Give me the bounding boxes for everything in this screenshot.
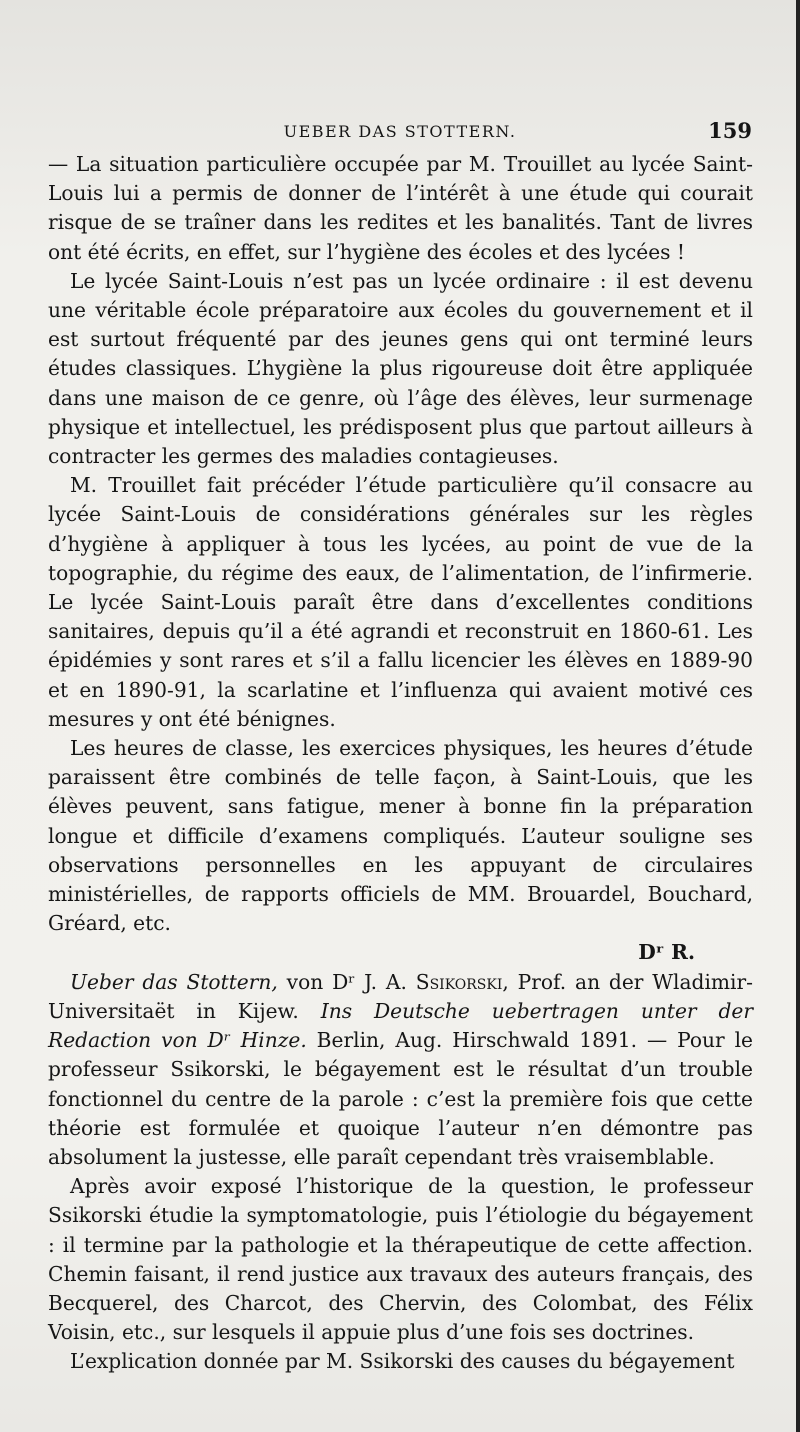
page-header [48,118,752,144]
review-signature: Dʳ R. [638,940,695,965]
running-title: UEBER DAS STOTTERN. [283,122,517,141]
book-title: Ueber das Stottern, [70,969,278,994]
paragraph-lycee-saint-louis: Le lycée Saint-Louis n’est pas un lycée ordinaire : il est devenu une véritable école préparatoire aux écoles du gouvernement et il est surtout fréquenté par des jeunes gens qui ont terminé leurs études classiques. L’hygiène la plus rigoureuse doit être appliquée dans une maison de ce genre, où l’âge des élèves, leur surmenage physique et intellectuel, les prédisposent plus que partout ailleurs à contracter les germes des maladies contagieuses. [48,268,753,469]
page-number: 159 [708,118,752,143]
paragraph-explication: L’explication donnée par M. Ssikorski des causes du bégayement [70,1349,735,1374]
paragraph-historique: Après avoir exposé l’historique de la question, le professeur Ssikorski étudie la symptomatologie, puis l’étiologie du bégayement : il termine par la pathologie et la thérapeutique de cette affection. Chemin faisant, il rend justice aux travaux des auteurs français, des Becquerel, des Charcot, des Chervin, des Colombat, des Félix Voisin, etc., sur lesquels il appuie plus d’une fois ses doctrines. [48,1174,753,1345]
translation-note: Ins Deutsche uebertragen unter der Redaction von Dʳ Hinze. [48,998,753,1053]
paragraph-considerations: M. Trouillet fait précéder l’étude particulière qu’il consacre au lycée Saint-Louis de considérations générales sur les règles d’hygiène à appliquer à tous les lycées, au point de vue de la topographie, du régime des eaux, de l’alimentation, de l’infirmerie. Le lycée Saint-Louis paraît être dans d’excellentes conditions sanitaires, depuis qu’il a été agrandi et reconstruit en 1860-61. Les épidémies y sont rares et s’il a fallu licencier les élèves en 1889-90 et en 1890-91, la scarlatine et l’influenza qui avaient motivé ces mesures y ont été bénignes. [48,473,753,731]
body-text [48,150,753,1377]
review-entry [48,968,753,1172]
review-summary: Berlin, Aug. Hirschwald 1891. — Pour le professeur Ssikorski, le bégayement est le résultat d’un trouble fonctionnel du centre de la parole : c’est la première fois que cette théorie est formulée et quoique l’auteur n’en démontre pas absolument la justesse, elle paraît cependant très vraisemblable. [48,1028,753,1169]
paragraph-heures-de-classe: Les heures de classe, les exercices physiques, les heures d’étude paraissent être combinés de telle façon, à Saint-Louis, que les élèves peuvent, sans fatigue, mener à bonne fin la préparation longue et difficile d’examens compliqués. L’auteur souligne ses observations personnelles en les appuyant de circulaires ministérielles, de rapports officiels de MM. Brouardel, Bouchard, Gréard, etc. [48,736,753,936]
author-prefix: von Dʳ J. A. [277,969,416,994]
author-name: Ssikorski [415,969,503,994]
paragraph-trouillet-intro: — La situation particulière occupée par M. Trouillet au lycée Saint-Louis lui a permis de donner de l’intérêt à une étude qui courait risque de se traîner dans les redites et les banalités. Tant de livres ont été écrits, en effet, sur l’hygiène des écoles et des lycées ! [48,152,753,264]
author-affiliation: , Prof. an der Wladimir-Universitaët in Kijew. [48,969,753,1023]
